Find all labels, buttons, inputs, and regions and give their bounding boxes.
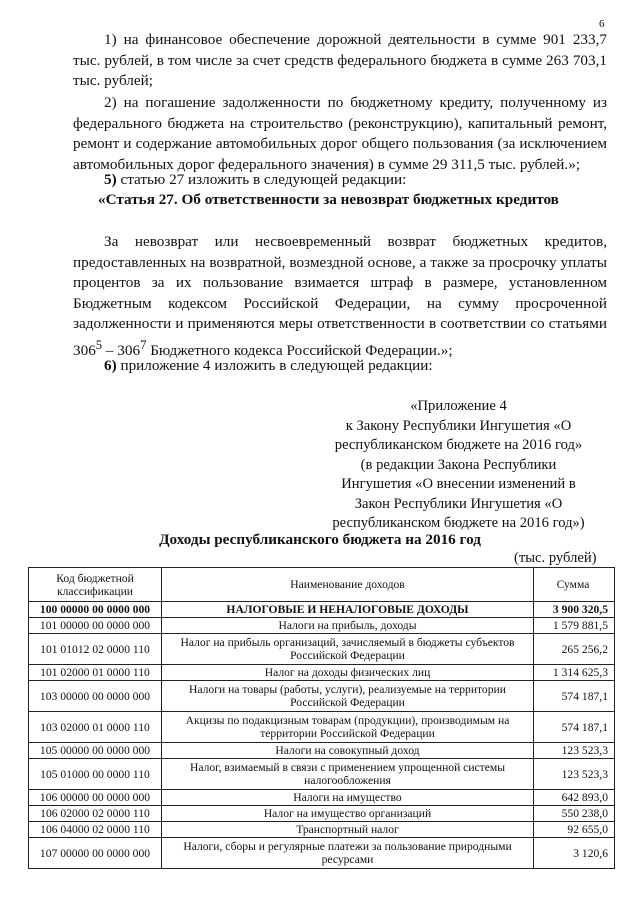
header-name: Наименование доходов (162, 568, 534, 602)
row-code: 107 00000 00 0000 000 (29, 838, 162, 869)
paragraph-article-27-intro (73, 170, 607, 191)
paragraph-text: – 306 (102, 341, 141, 359)
table-row (29, 665, 615, 681)
paragraph-text: Бюджетного кодекса Российской Федерации.»; (146, 341, 453, 359)
article-27-heading: «Статья 27. Об ответственности за невозврат бюджетных кредитов (98, 191, 559, 208)
row-name: Налог на прибыль организаций, зачисляемый в бюджеты субъектов Российской Федерации (162, 634, 534, 665)
superscript: 7 (140, 337, 147, 352)
appendix-line: республиканском бюджете на 2016 год») (332, 515, 585, 531)
row-name: Налог на имущество организаций (162, 806, 534, 822)
row-name: Налоги на товары (работы, услуги), реализуемые на территории Российской Федерации (162, 681, 534, 712)
appendix-line: Закон Республики Ингушетия «О (354, 495, 563, 512)
row-code: 106 04000 02 0000 110 (29, 822, 162, 838)
row-sum: 92 655,0 (534, 822, 615, 838)
row-code: 101 00000 00 0000 000 (29, 618, 162, 634)
row-sum: 642 893,0 (534, 790, 615, 806)
table-row (29, 602, 615, 618)
table-row (29, 743, 615, 759)
row-code: 105 01000 00 0000 110 (29, 759, 162, 790)
table-row (29, 712, 615, 743)
row-code: 106 00000 00 0000 000 (29, 790, 162, 806)
appendix-line: к Закону Республики Ингушетия «О (345, 417, 572, 434)
row-sum: 550 238,0 (534, 806, 615, 822)
row-code: 103 00000 00 0000 000 (29, 681, 162, 712)
table-row (29, 759, 615, 790)
row-name: Налоги, сборы и регулярные платежи за пользование природными ресурсами (162, 838, 534, 869)
units-label: (тыс. рублей) (514, 550, 597, 566)
table-row (29, 618, 615, 634)
paragraph-article-27-text (73, 232, 607, 361)
table-row (29, 790, 615, 806)
row-name: Транспортный налог (162, 822, 534, 838)
table-header-row (29, 568, 615, 602)
paragraph-text: статью 27 изложить в следующей редакции: (116, 171, 407, 188)
appendix-line: Ингушетия «О внесении изменений в (341, 476, 576, 492)
table-row (29, 806, 615, 822)
row-name: НАЛОГОВЫЕ И НЕНАЛОГОВЫЕ ДОХОДЫ (162, 602, 534, 618)
row-code: 106 02000 02 0000 110 (29, 806, 162, 822)
row-sum: 574 187,1 (534, 712, 615, 743)
row-code: 100 00000 00 0000 000 (29, 602, 162, 618)
item-number: 5) (104, 171, 117, 188)
appendix-line: «Приложение 4 (410, 398, 507, 414)
table-title: Доходы республиканского бюджета на 2016 год (159, 531, 481, 548)
paragraph-text: За невозврат или несвоевременный возврат бюджетных кредитов, предоставленных на возвратной, возмездной основе, а также за просрочку уплаты процентов за их пользование взимается штраф в размере, установленном Бюджетным кодексом Российской Федерации, на сумму просроченной задолженности и применяются меры ответственности в соответствии со статьями 306 (73, 233, 607, 359)
page-number: 6 (599, 18, 605, 30)
table-row (29, 681, 615, 712)
row-name: Налог, взимаемый в связи с применением упрощенной системы налогообложения (162, 759, 534, 790)
row-sum: 1 579 881,5 (534, 618, 615, 634)
header-code: Код бюджетной классификации (29, 568, 162, 602)
row-sum: 3 900 320,5 (534, 602, 615, 618)
paragraph-roads-funding: 1) на финансовое обеспечение дорожной деятельности в сумме 901 233,7 тыс. рублей, в том числе за счет средств федерального бюджета в сумме 263 703,1 тыс. рублей; (73, 31, 607, 89)
row-name: Налог на доходы физических лиц (162, 665, 534, 681)
row-sum: 1 314 625,3 (534, 665, 615, 681)
row-name: Налоги на совокупный доход (162, 743, 534, 759)
appendix-line: республиканском бюджете на 2016 год» (334, 437, 583, 453)
row-code: 101 01012 02 0000 110 (29, 634, 162, 665)
table-row (29, 822, 615, 838)
header-sum: Сумма (534, 568, 615, 602)
item-number: 6) (104, 357, 117, 374)
row-sum: 3 120,6 (534, 838, 615, 869)
paragraph-text: приложение 4 изложить в следующей редакции: (116, 357, 433, 374)
table-row (29, 838, 615, 869)
row-code: 103 02000 01 0000 110 (29, 712, 162, 743)
row-sum: 123 523,3 (534, 743, 615, 759)
table-row (29, 634, 615, 665)
row-sum: 123 523,3 (534, 759, 615, 790)
income-table (28, 567, 615, 869)
appendix-header (305, 397, 612, 534)
row-code: 105 00000 00 0000 000 (29, 743, 162, 759)
paragraph-appendix-intro (73, 356, 607, 377)
paragraph-loan-repayment: 2) на погашение задолженности по бюджетному кредиту, полученному из федерального бюджета на строительство (реконструкцию), капитальный ремонт, ремонт и содержание автомобильных дорог общего пользования (за исключением автомобильных дорог федерального значения) в сумме 29 311,5 тыс. рублей.»; (73, 94, 607, 173)
row-code: 101 02000 01 0000 110 (29, 665, 162, 681)
row-name: Налоги на прибыль, доходы (162, 618, 534, 634)
row-sum: 265 256,2 (534, 634, 615, 665)
row-name: Акцизы по подакцизным товарам (продукции), производимым на территории Российской Федерации (162, 712, 534, 743)
row-sum: 574 187,1 (534, 681, 615, 712)
superscript: 5 (95, 337, 103, 352)
row-name: Налоги на имущество (162, 790, 534, 806)
appendix-line: (в редакции Закона Республики (360, 456, 557, 473)
